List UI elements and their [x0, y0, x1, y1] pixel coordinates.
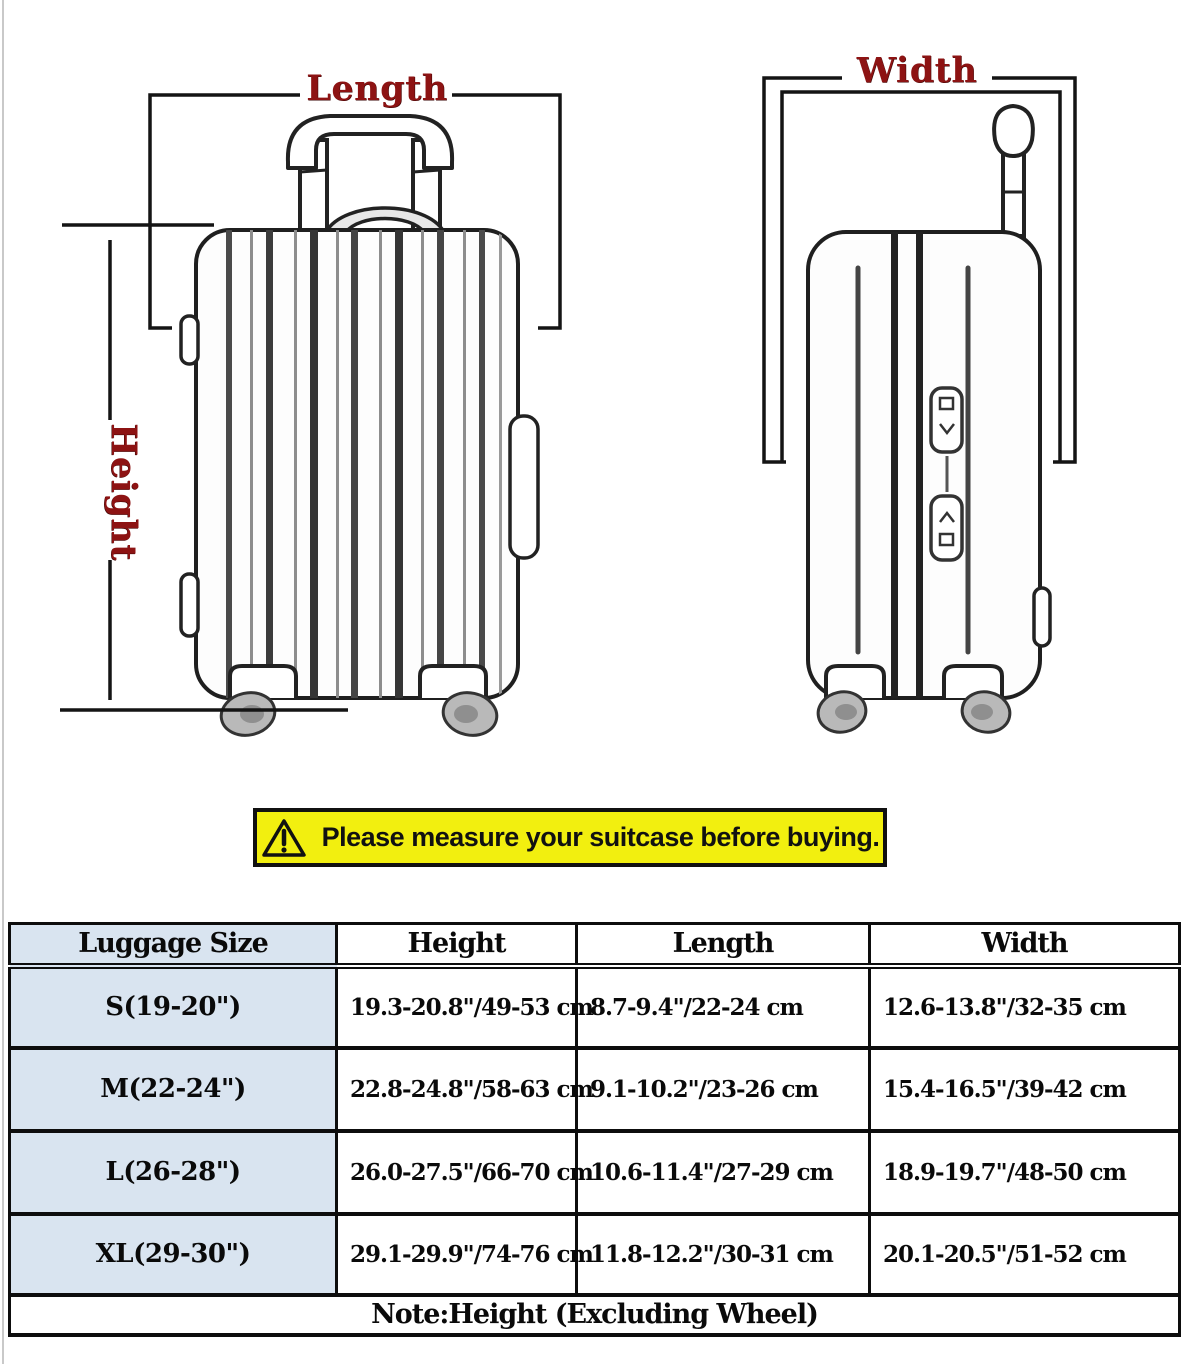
- length-label: Length: [306, 68, 448, 109]
- table-row-m: [10, 1048, 1180, 1131]
- width-cell: 15.4-16.5"/39-42 cm: [870, 1048, 1180, 1131]
- size-cell: XL(29-30"): [10, 1214, 337, 1295]
- front-side-handle: [510, 416, 538, 558]
- height-label: Height: [103, 423, 144, 561]
- trolley-stick: [994, 106, 1033, 236]
- side-suitcase-body: [808, 232, 1040, 698]
- table-row-s: [10, 966, 1180, 1048]
- header-width: Width: [870, 924, 1180, 966]
- front-suitcase-drawing: [181, 116, 538, 740]
- height-cell: 19.3-20.8"/49-53 cm: [337, 966, 577, 1048]
- length-cell: 10.6-11.4"/27-29 cm: [577, 1131, 870, 1214]
- header-length: Length: [577, 924, 870, 966]
- table-row-xl: [10, 1214, 1180, 1295]
- warning-text: Please measure your suitcase before buying.: [321, 822, 880, 852]
- width-cell: 18.9-19.7"/48-50 cm: [870, 1131, 1180, 1214]
- warning-triangle-icon: [261, 817, 307, 859]
- length-cell: 9.1-10.2"/23-26 cm: [577, 1048, 870, 1131]
- width-label: Width: [856, 50, 978, 91]
- header-luggage-size: Luggage Size: [10, 924, 337, 966]
- width-cell: 12.6-13.8"/32-35 cm: [870, 966, 1180, 1048]
- length-cell: 11.8-12.2"/30-31 cm: [577, 1214, 870, 1295]
- side-suitcase-drawing: [808, 106, 1050, 737]
- front-left-latch: [181, 574, 198, 636]
- warning-banner: [253, 808, 887, 867]
- size-chart-table: [8, 922, 1181, 1337]
- height-cell: 26.0-27.5"/66-70 cm: [337, 1131, 577, 1214]
- size-cell: S(19-20"): [10, 966, 337, 1048]
- note-cell: Note:Height (Excluding Wheel): [10, 1295, 1180, 1335]
- table-note-row: [10, 1295, 1180, 1335]
- header-height: Height: [337, 924, 577, 966]
- side-latch: [1034, 588, 1050, 646]
- height-cell: 22.8-24.8"/58-63 cm: [337, 1048, 577, 1131]
- size-cell: M(22-24"): [10, 1048, 337, 1131]
- height-cell: 29.1-29.9"/74-76 cm: [337, 1214, 577, 1295]
- width-cell: 20.1-20.5"/51-52 cm: [870, 1214, 1180, 1295]
- size-cell: L(26-28"): [10, 1131, 337, 1214]
- table-row-l: [10, 1131, 1180, 1214]
- front-left-lock: [181, 316, 198, 364]
- length-cell: 8.7-9.4"/22-24 cm: [577, 966, 870, 1048]
- table-header-row: [10, 924, 1180, 966]
